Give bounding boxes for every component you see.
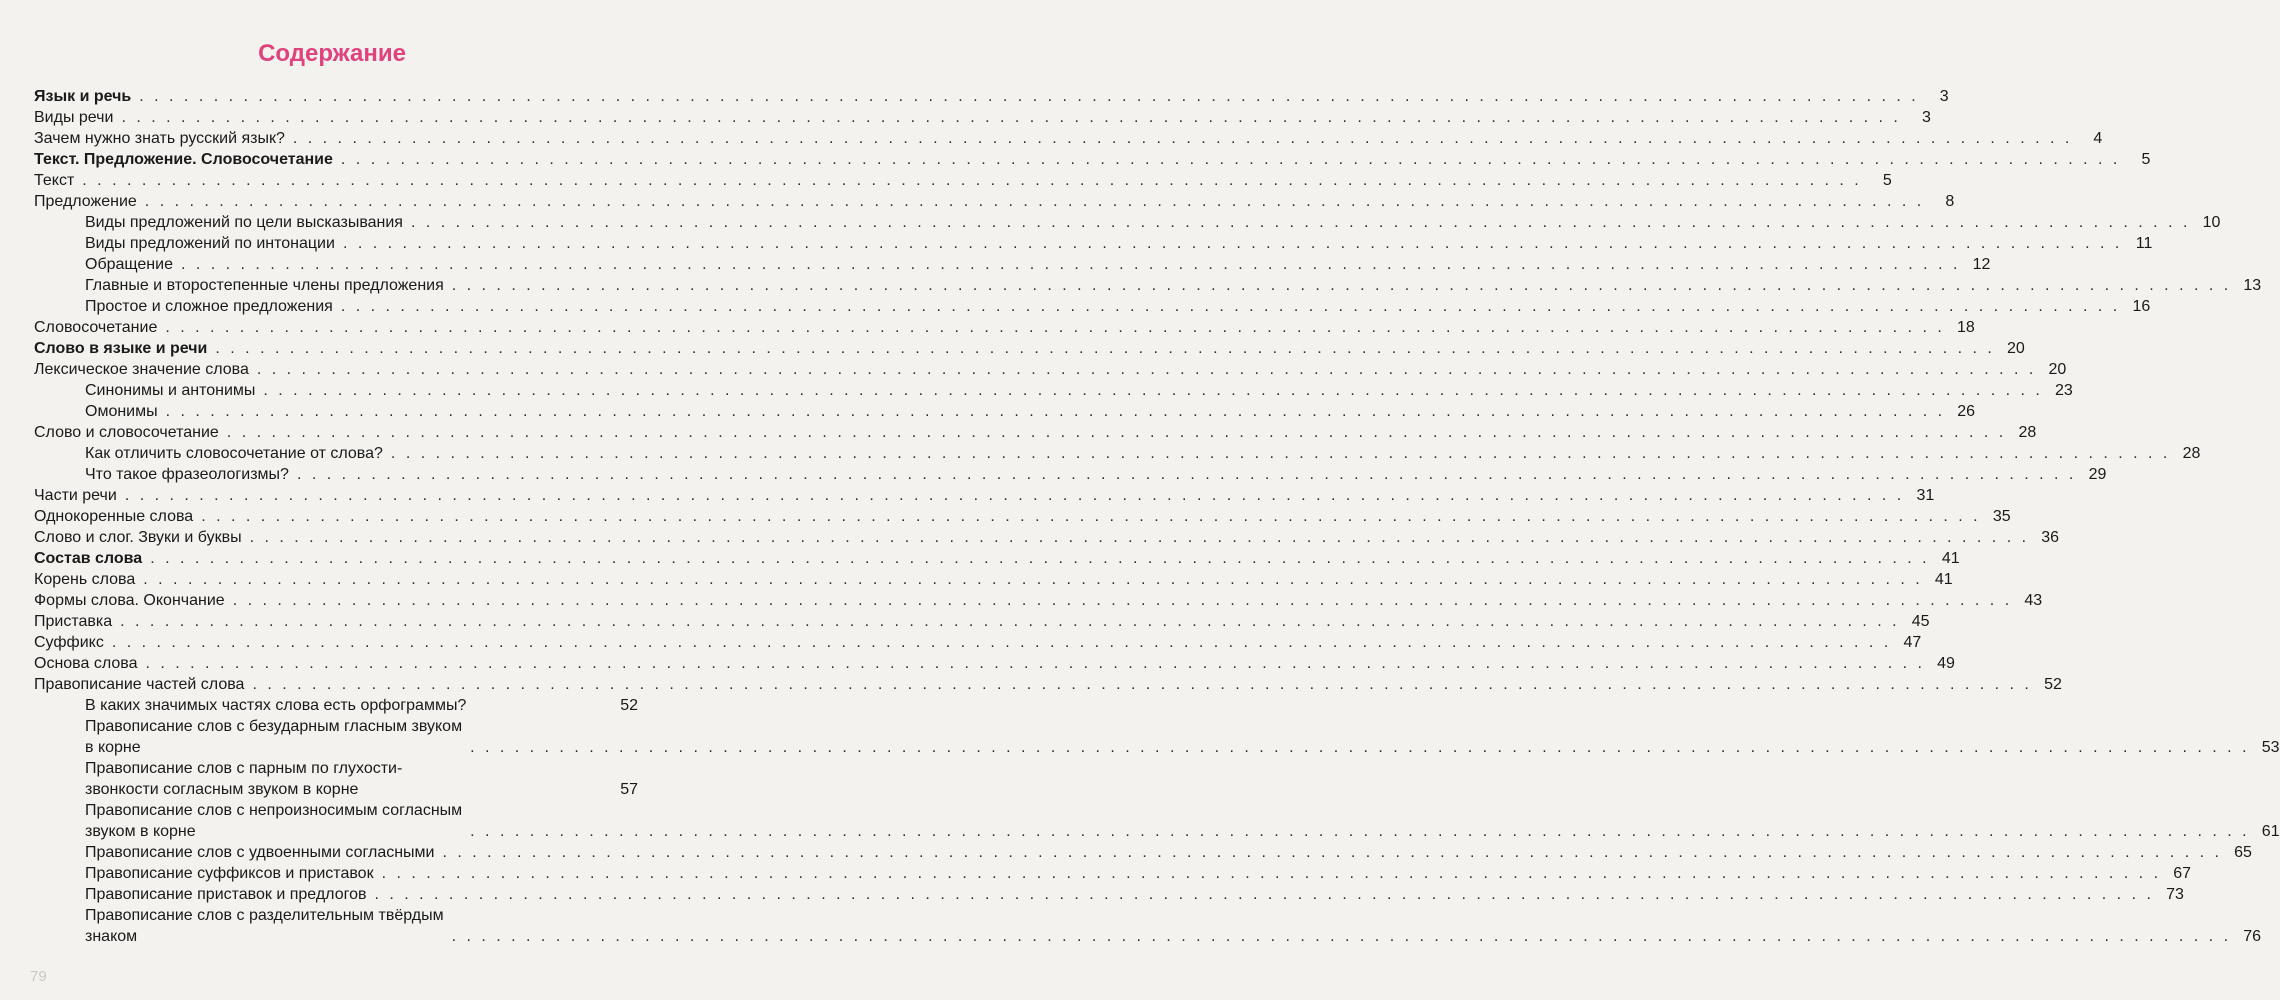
toc-entry-page: 13 (2243, 277, 2262, 294)
toc-entry-page: 61 (2261, 823, 2280, 840)
toc-entry-page: 23 (2055, 382, 2073, 399)
toc-entry[interactable] (34, 338, 2025, 359)
toc-entry-page: 29 (2088, 466, 2107, 483)
toc-entry[interactable] (34, 191, 1955, 212)
toc-entry[interactable] (34, 422, 2037, 443)
toc-leader-dots: . . . . . . . . . . . . . . . . . . . . . . . . . . . . . . . . . . . . . . . . . . . . . . . . . . . . . . . . . . . . . . . . . . . . . . . . . . . . . . . . . . . . . . . . . . . . . . . . . . . . . . . . . . . . . . . . . . . . . . . . (390, 445, 2171, 462)
toc-leader-dots: . . . . . . . . . . . . . . . . . . . . . . . . . . . . . . . . . . . . . . . . . . . . . . . . . . . . . . . . . . . . . . . . . . . . . . . . . . . . . . . . . . . . . . . . . . . . . . . . . . . . . . . . . . . . . . . . . . . . . . . . (145, 655, 1925, 672)
toc-entry-page: 36 (2041, 529, 2060, 546)
toc-entry[interactable] (34, 506, 2011, 527)
toc-leader-dots: . . . . . . . . . . . . . . . . . . . . . . . . . . . . . . . . . . . . . . . . . . . . . . . . . . . . . . . . . . . . . . . . . . . . . . . . . . . . . . . . . . . . . . . . . . . . . . . . . . . . . . . . . . . . . . . . . . . . . . . . (374, 886, 2154, 903)
toc-leader-dots: . . . . . . . . . . . . . . . . . . . . . . . . . . . . . . . . . . . . . . . . . . . . . . . . . . . . . . . . . . . . . . . . . . . . . . . . . . . . . . . . . . . . . . . . . . . . . . . . . . . . . . . . . . . . . . . . . . . . . . . . (201, 508, 1981, 525)
toc-entry-label: Состав слова (34, 550, 143, 567)
toc-entry[interactable] (34, 674, 2062, 695)
toc-entry-label: Правописание приставок и предлогов (85, 886, 367, 903)
toc-leader-dots: . . . . . . . . . . . . . . . . . . . . . . . . . . . . . . . . . . . . . . . . . . . . . . . . . . . . . . . . . . . . . . . . . . . . . . . . . . . . . . . . . . . . . . . . . . . . . . . . . . . . . . . . . . . . . . . . . . . . . . . . (165, 319, 1945, 336)
toc-leader-dots: . . . . . . . . . . . . . . . . . . . . . . . . . . . . . . . . . . . . . . . . . . . . . . . . . . . . . . . . . . . . . . . . . . . . . . . . . . . . . . . . . . . . . . . . . . . . . . . . . . . . . . . . . . . . . . . . . . . . . . . . (263, 382, 2043, 399)
toc-entry-label: Правописание суффиксов и приставок (85, 865, 374, 882)
toc-entry-page: 45 (1911, 613, 1930, 630)
toc-entry-page: 43 (2024, 592, 2043, 609)
toc-entry[interactable] (34, 863, 2192, 884)
toc-entry-label: Что такое фразеологизмы? (85, 466, 289, 483)
toc-entry-label-line: Правописание слов с непроизносимым согласным (85, 802, 463, 819)
toc-entry[interactable] (34, 884, 2184, 905)
toc-entry-page: 65 (2234, 844, 2252, 861)
toc-entry-page: 11 (2135, 235, 2153, 252)
toc-leader-dots: . . . . . . . . . . . . . . . . . . . . . . . . . . . . . . . . . . . . . . . . . . . . . . . . . . . . . . . . . . . . . . . . . . . . . . . . . . . . . . . . . . . . . . . . . . . . . . . . . . . . . . . . . . . . . . . . . . . . . . . . (292, 130, 2073, 147)
toc-entry[interactable] (34, 380, 2073, 401)
toc-entry-page: 5 (2141, 151, 2151, 168)
toc-entry[interactable] (34, 275, 2262, 296)
toc-entry-label: Суффикс (34, 634, 104, 651)
toc-entry-page: 53 (2261, 739, 2280, 756)
toc-entry[interactable] (34, 443, 2201, 464)
toc-entry[interactable] (34, 653, 1955, 674)
toc-entry[interactable] (34, 527, 2060, 548)
toc-entry[interactable] (34, 233, 2153, 254)
toc-leader-dots: . . . . . . . . . . . . . . . . . . . . . . . . . . . . . . . . . . . . . . . . . . . . . . . . . . . . . . . . . . . . . . . . . . . . . . . . . . . . . . . . . . . . . . . . . . . . . . . . . . . . . . . . . . . . . . . . . . . . . . . . (124, 487, 1905, 504)
toc-entry[interactable] (34, 800, 2280, 842)
toc-leader-dots: . . . . . . . . . . . . . . . . . . . . . . . . . . . . . . . . . . . . . . . . . . . . . . . . . . . . . . . . . . . . . . . . . . . . . . . . . . . . . . . . . . . . . . . . . . . . . . . . . . . . . . . . . . . . . . . . . . . . . . . . (121, 109, 1901, 126)
toc-leader-dots: . . . . . . . . . . . . . . . . . . . . . . . . . . . . . . . . . . . . . . . . . . . . . . . . . . . . . . . . . . . . . . . . . . . . . . . . . . . . . . . . . . . . . . . . . . . . . . . . . . . . . . . . . . . . . . . . . . . . . . . . (410, 214, 2191, 231)
toc-entry[interactable] (34, 212, 2221, 233)
toc-entry-label: Основа слова (34, 655, 138, 672)
toc-entry-label-line: Правописание слов с разделительным твёрдым (85, 907, 444, 924)
toc-entry-page: 28 (2018, 424, 2037, 441)
toc-entry[interactable] (34, 86, 1949, 107)
toc-entry[interactable] (34, 569, 1953, 590)
toc-entry-label: Правописание слов с удвоенными согласными (85, 844, 435, 861)
toc-leader-dots: . . . . . . . . . . . . . . . . . . . . . . . . . . . . . . . . . . . . . . . . . . . . . . . . . . . . . . . . . . . . . . . . . . . . . . . . . . . . . . . . . . . . . . . . . . . . . . . . . . . . . . . . . . . . . . . . . . . . . . . . (232, 592, 2013, 609)
toc-entry-label-line: звонкости согласным звуком в корне (85, 781, 359, 798)
toc-entry-page: 41 (1934, 571, 1953, 588)
toc-leader-dots: . . . . . . . . . . . . . . . . . . . . . . . . . . . . . . . . . . . . . . . . . . . . . . . . . . . . . . . . . . . . . . . . . . . . . . . . . . . . . . . . . . . . . . . . . . . . . . . . . . . . . . . . . . . . . . . . . . . . . . . . (381, 865, 2162, 882)
toc-leader-dots: . . . . . . . . . . . . . . . . . . . . . . . . . . . . . . . . . . . . . . . . . . . . . . . . . . . . . . . . . . . . . . . . . . . . . . . . . . . . . . . . . . . . . . . . . . . . . . . . . . . . . . . . . . . . . . . . . . . . . . . . (442, 844, 2222, 861)
toc-entry-page: 49 (1937, 655, 1955, 672)
toc-entry[interactable] (34, 359, 2067, 380)
toc-entry-page: 57 (620, 781, 638, 798)
toc-entry-page: 18 (1956, 319, 1975, 336)
toc-entry[interactable] (34, 632, 1922, 653)
toc-entry-label: Простое и сложное предложения (85, 298, 333, 315)
toc-entry[interactable] (34, 548, 1960, 569)
toc-entry[interactable] (34, 128, 2103, 149)
toc-entry-label: Лексическое значение слова (34, 361, 249, 378)
toc-entry[interactable] (34, 149, 2151, 170)
toc-leader-dots: . . . . . . . . . . . . . . . . . . . . . . . . . . . . . . . . . . . . . . . . . . . . . . . . . . . . . . . . . . . . . . . . . . . . . . . . . . . . . . . . . . . . . . . . . . . . . . . . . . . . . . . . . . . . . . . . . . . . . . . . (451, 928, 2232, 945)
toc-entry-page: 28 (2182, 445, 2201, 462)
toc-entry-page: 5 (1882, 172, 1892, 189)
toc-leader-dots: . . . . . . . . . . . . . . . . . . . . . . . . . . . . . . . . . . . . . . . . . . . . . . . . . . . . . . . . . . . . . . . . . . . . . . . . . . . . . . . . . . . . . . . . . . . . . . . . . . . . . . . . . . . . . . . . . . . . . . . . (165, 403, 1946, 420)
toc-entry-label: Обращение (85, 256, 173, 273)
toc-entry-label: Приставка (34, 613, 113, 630)
toc-leader-dots: . . . . . . . . . . . . . . . . . . . . . . . . . . . . . . . . . . . . . . . . . . . . . . . . . . . . . . . . . . . . . . . . . . . . . . . . . . . . . . . . . . . . . . . . . . . . . . . . . . . . . . . . . . . . . . . . . . . . . . . . (82, 172, 1862, 189)
toc-entry[interactable] (34, 464, 2107, 485)
toc-entry-label-line: Правописание слов с парным по глухости- (85, 760, 403, 777)
toc-entry-page: 52 (2044, 676, 2062, 693)
table-of-contents (34, 86, 2280, 947)
toc-entry[interactable] (34, 485, 1935, 506)
toc-leader-dots: . . . . . . . . . . . . . . . . . . . . . . . . . . . . . . . . . . . . . . . . . . . . . . . . . . . . . . . . . . . . . . . . . . . . . . . . . . . . . . . . . . . . . . . . . . . . . . . . . . . . . . . . . . . . . . . . . . . . . . . . (226, 424, 2007, 441)
toc-entry-label (85, 800, 462, 842)
toc-entry[interactable] (34, 842, 2252, 863)
toc-entry-label: В каких значимых частях слова есть орфограммы? (85, 697, 467, 714)
toc-leader-dots: . . . . . . . . . . . . . . . . . . . . . . . . . . . . . . . . . . . . . . . . . . . . . . . . . . . . . . . . . . . . . . . . . . . . . . . . . . . . . . . . . . . . . . . . . . . . . . . . . . . . . . . . . . . . . . . . . . . . . . . . (252, 676, 2032, 693)
toc-entry-page: 3 (1939, 88, 1949, 105)
toc-entry-page: 26 (1957, 403, 1976, 420)
toc-entry-label (85, 758, 402, 800)
toc-entry-page: 73 (2166, 886, 2184, 903)
toc-entry-label-line: знаком (85, 928, 138, 945)
toc-entry-label-line: звуком в корне (85, 823, 196, 840)
toc-entry[interactable] (34, 611, 1930, 632)
toc-entry-label: Омонимы (85, 403, 158, 420)
toc-leader-dots: . . . . . . . . . . . . . . . . . . . . . . . . . . . . . . . . . . . . . . . . . . . . . . . . . . . . . . . . . . . . . . . . . . . . . . . . . . . . . . . . . . . . . . . . . . . . . . . . . . . . . . . . . . . . . . . . . . . . . . . . (470, 739, 2250, 756)
toc-entry-label: Виды предложений по интонации (85, 235, 335, 252)
toc-entry[interactable] (34, 695, 638, 716)
toc-leader-dots: . . . . . . . . . . . . . . . . . . . . . . . . . . . . . . . . . . . . . . . . . . . . . . . . . . . . . . . . . . . . . . . . . . . . . . . . . . . . . . . . . . . . . . . . . . . . . . . . . . . . . . . . . . . . . . . . . . . . . . . . (256, 361, 2037, 378)
toc-leader-dots: . . . . . . . . . . . . . . . . . . . . . . . . . . . . . . . . . . . . . . . . . . . . . . . . . . . . . . . . . . . . . . . . . . . . . . . . . . . . . . . . . . . . . . . . . . . . . . . . . . . . . . . . . . . . . . . . . . . . . . . . (180, 256, 1961, 273)
toc-entry-label: Виды предложений по цели высказывания (85, 214, 403, 231)
toc-leader-dots: . . . . . . . . . . . . . . . . . . . . . . . . . . . . . . . . . . . . . . . . . . . . . . . . . . . . . . . . . . . . . . . . . . . . . . . . . . . . . . . . . . . . . . . . . . . . . . . . . . . . . . . . . . . . . . . . . . . . . . . . (340, 151, 2121, 168)
toc-entry[interactable] (34, 296, 2151, 317)
toc-entry-page: 20 (2048, 361, 2067, 378)
toc-entry-label (85, 716, 462, 758)
toc-leader-dots: . . . . . . . . . . . . . . . . . . . . . . . . . . . . . . . . . . . . . . . . . . . . . . . . . . . . . . . . . . . . . . . . . . . . . . . . . . . . . . . . . . . . . . . . . . . . . . . . . . . . . . . . . . . . . . . . . . . . . . . . (150, 550, 1930, 567)
toc-leader-dots: . . . . . . . . . . . . . . . . . . . . . . . . . . . . . . . . . . . . . . . . . . . . . . . . . . . . . . . . . . . . . . . . . . . . . . . . . . . . . . . . . . . . . . . . . . . . . . . . . . . . . . . . . . . . . . . . . . . . . . . . (340, 298, 2121, 315)
toc-entry-label-line: в корне (85, 739, 141, 756)
toc-entry-label: Части речи (34, 487, 117, 504)
toc-entry[interactable] (34, 254, 1991, 275)
toc-entry-page: 41 (1941, 550, 1960, 567)
toc-entry-page: 16 (2132, 298, 2151, 315)
toc-entry-page: 12 (1972, 256, 1991, 273)
toc-entry-label: Слово и слог. Звуки и буквы (34, 529, 242, 546)
toc-leader-dots: . . . . . . . . . . . . . . . . . . . . . . . . . . . . . . . . . . . . . . . . . . . . . . . . . . . . . . . . . . . . . . . . . . . . . . . . . . . . . . . . . . . . . . . . . . . . . . . . . . . . . . . . . . . . . . . . . . . . . . . . (342, 235, 2123, 252)
toc-entry-page: 35 (1992, 508, 2011, 525)
toc-entry-page: 20 (2007, 340, 2025, 357)
toc-leader-dots: . . . . . . . . . . . . . . . . . . . . . . . . . . . . . . . . . . . . . . . . . . . . . . . . . . . . . . . . . . . . . . . . . . . . . . . . . . . . . . . . . . . . . . . . . . . . . . . . . . . . . . . . . . . . . . . . . . . . . . . . (296, 466, 2077, 483)
toc-entry-label: Зачем нужно знать русский язык? (34, 130, 285, 147)
toc-entry-label (85, 905, 444, 947)
toc-entry[interactable] (34, 590, 2043, 611)
toc-entry-label: Виды речи (34, 109, 114, 126)
toc-entry-page: 8 (1945, 193, 1955, 210)
toc-leader-dots: . . . . . . . . . . . . . . . . . . . . . . . . . . . . . . . . . . . . . . . . . . . . . . . . . . . . . . . . . . . . . . . . . . . . . . . . . . . . . . . . . . . . . . . . . . . . . . . . . . . . . . . . . . . . . . . . . . . . . . . . (111, 634, 1892, 651)
toc-leader-dots: . . . . . . . . . . . . . . . . . . . . . . . . . . . . . . . . . . . . . . . . . . . . . . . . . . . . . . . . . . . . . . . . . . . . . . . . . . . . . . . . . . . . . . . . . . . . . . . . . . . . . . . . . . . . . . . . . . . . . . . . (143, 571, 1923, 588)
toc-entry-page: 76 (2243, 928, 2262, 945)
toc-leader-dots: . . . . . . . . . . . . . . . . . . . . . . . . . . . . . . . . . . . . . . . . . . . . . . . . . . . . . . . . . . . . . . . . . . . . . . . . . . . . . . . . . . . . . . . . . . . . . . . . . . . . . . . . . . . . . . . . . . . . . . . . (451, 277, 2232, 294)
toc-entry-page: 67 (2173, 865, 2192, 882)
toc-entry-page: 47 (1903, 634, 1922, 651)
toc-leader-dots: . . . . . . . . . . . . . . . . . . . . . . . . . . . . . . . . . . . . . . . . . . . . . . . . . . . . . . . . . . . . . . . . . . . . . . . . . . . . . . . . . . . . . . . . . . . . . . . . . . . . . . . . . . . . . . . . . . . . . . . . (249, 529, 2030, 546)
toc-leader-dots: . . . . . . . . . . . . . . . . . . . . . . . . . . . . . . . . . . . . . . . . . . . . . . . . . . . . . . . . . . . . . . . . . . . . . . . . . . . . . . . . . . . . . . . . . . . . . . . . . . . . . . . . . . . . . . . . . . . . . . . . (144, 193, 1925, 210)
toc-entry-label: Слово и словосочетание (34, 424, 219, 441)
toc-entry-page: 4 (2093, 130, 2103, 147)
toc-entry-label: Главные и второстепенные члены предложения (85, 277, 444, 294)
toc-entry[interactable] (34, 716, 2280, 758)
toc-entry[interactable] (34, 317, 1975, 338)
toc-entry[interactable] (34, 401, 1976, 422)
toc-entry-label: Формы слова. Окончание (34, 592, 225, 609)
toc-leader-dots: . . . . . . . . . . . . . . . . . . . . . . . . . . . . . . . . . . . . . . . . . . . . . . . . . . . . . . . . . . . . . . . . . . . . . . . . . . . . . . . . . . . . . . . . . . . . . . . . . . . . . . . . . . . . . . . . . . . . . . . . (470, 823, 2250, 840)
toc-entry-label: Текст (34, 172, 75, 189)
page-title: Содержание (258, 40, 406, 67)
toc-entry-label: Как отличить словосочетание от слова? (85, 445, 383, 462)
toc-leader-dots: . . . . . . . . . . . . . . . . . . . . . . . . . . . . . . . . . . . . . . . . . . . . . . . . . . . . . . . . . . . . . . . . . . . . . . . . . . . . . . . . . . . . . . . . . . . . . . . . . . . . . . . . . . . . . . . . . . . . . . . . (215, 340, 1995, 357)
toc-entry[interactable] (34, 107, 1931, 128)
toc-leader-dots: . . . . . . . . . . . . . . . . . . . . . . . . . . . . . . . . . . . . . . . . . . . . . . . . . . . . . . . . . . . . . . . . . . . . . . . . . . . . . . . . . . . . . . . . . . . . . . . . . . . . . . . . . . . . . . . . . . . . . . . . (139, 88, 1919, 105)
toc-entry-page: 31 (1916, 487, 1935, 504)
toc-entry-label: Текст. Предложение. Словосочетание (34, 151, 333, 168)
toc-entry-label: Предложение (34, 193, 137, 210)
toc-entry-page: 10 (2202, 214, 2221, 231)
toc-entry[interactable] (34, 170, 1892, 191)
toc-leader-dots: . . . . . . . . . . . . . . . . . . . . . . . . . . . . . . . . . . . . . . . . . . . . . . . . . . . . . . . . . . . . . . . . . . . . . . . . . . . . . . . . . . . . . . . . . . . . . . . . . . . . . . . . . . . . . . . . . . . . . . . . (120, 613, 1900, 630)
toc-entry-label: Слово в языке и речи (34, 340, 208, 357)
toc-entry[interactable] (34, 905, 2262, 947)
page-number: 79 (30, 968, 47, 985)
toc-entry-label: Корень слова (34, 571, 136, 588)
toc-entry-label: Правописание частей слова (34, 676, 245, 693)
toc-entry-page: 52 (620, 697, 638, 714)
toc-entry-label: Язык и речь (34, 88, 132, 105)
toc-entry-label-line: Правописание слов с безударным гласным звуком (85, 718, 463, 735)
toc-entry-label: Однокоренные слова (34, 508, 194, 525)
toc-entry-label: Словосочетание (34, 319, 158, 336)
toc-entry-page: 3 (1921, 109, 1931, 126)
toc-entry-label: Синонимы и антонимы (85, 382, 256, 399)
toc-entry[interactable] (34, 758, 638, 800)
